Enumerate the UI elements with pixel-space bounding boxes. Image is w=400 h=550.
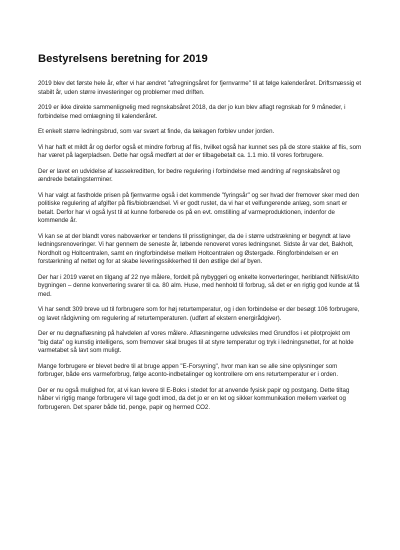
paragraph-4: Vi har haft et mildt år og derfor også et mindre forbrug af flis, hvilket også har kunnet ses på de store stakke af flis, som har været på lagerpladsen. Dette har også medført at der er tilbagebetalt ca. 1.1 mio. til vores forbrugere. <box>38 143 362 159</box>
document-title: Bestyrelsens beretning for 2019 <box>38 53 208 65</box>
paragraph-12: Der er nu også mulighed for, at vi kan levere til E-Boks i stedet for at anvende fysisk papir og postgang. Dette tiltag håber vi rigtig mange forbrugere vil tage godt imod, da det jo er en let og sikker kommunikation mellem værket og forbrugeren. Det sparer både tid, penge, papir og hermed CO2. <box>38 386 350 411</box>
paragraph-7: Vi kan se at der blandt vores naboværker er tendens til prisstigninger, da de i større udstrækning er begyndt at lave ledningsrenoveringer. Vi har gennem de seneste år, løbende renoveret vores ledningsnet. Sidste år var det, Bakholt, Nordholt og Holtcentralen, samt en ringforbindelse mellem Holtcentralen og Østergade. Ringforbindelsen er en forstærkning af nettet og for at skabe leveringssikkerhed til den østlige del af byen. <box>38 232 354 265</box>
paragraph-6: Vi har valgt at fastholde prisen på fjernvarme også i det kommende "fyringsår" og ser hvad der fremover sker med den politiske regulering af afgifter på flis/biobrændsel. Vi er godt rustet, da vi har et velfungerende anlæg, som snart er betalt. Derfor har vi også lyst til at kunne forberede os på en evt. omstilling af varmeproduktionen, indenfor de kommende år. <box>38 191 359 224</box>
paragraph-5: Der er lavet en udvidelse af kassekreditten, for bedre regulering i forbindelse med ændring af regnskabsåret og ændrede betalingsterminer. <box>38 167 340 183</box>
paragraph-1: 2019 blev det første hele år, efter vi har ændret "afregningsåret for fjernvarme" til at følge kalenderåret. Driftsmæssig et stabilt år, uden større investeringer og problemer med driften. <box>38 80 362 96</box>
paragraph-11: Mange forbrugere er blevet bedre til at bruge appen "E-Forsyning", hvor man kan se alle sine oplysninger som forbruger, både ens varmeforbrug, følge aconto-indbetalinger og kontrollere om ens returtemperatur er i orden. <box>38 362 339 378</box>
paragraph-9: Vi har sendt 309 breve ud til forbrugere som for høj returtemperatur, og i den forbindelse er der besøgt 106 forbrugere, og lavet rådgivning om regulering af returtemperaturen. (udført af ekstern energirådgiver). <box>38 306 360 322</box>
paragraph-2: 2019 er ikke direkte sammenlignelig med regnskabsåret 2018, da der jo kun blev aflagt regnskab for 9 måneder, i forbindelse med omlægning til kalenderåret. <box>38 104 346 120</box>
paragraph-3: Et enkelt større ledningsbrud, som var svært at finde, da lækagen forblev under jorden. <box>38 128 275 135</box>
paragraph-10: Der er nu døgnaflæsning på halvdelen af vores målere. Aflæsningerne udveksles med Grundfos i et pilotprojekt om "big data" og kunstig intelligens, som fremover skal bruges til at styre temperatur og tryk i ledningsnettet, for at holde varmetabet så lavt som muligt. <box>38 330 354 354</box>
paragraph-8: Der har i 2019 været en tilgang af 22 nye målere, fordelt på nybyggeri og enkelte konverteringer, heriblandt Nilfisk/Alto bygningen – denne konvertering svarer til ca. 80 alm. Huse, med henhold til forbrug, så det er en rigtig god kunde at få med. <box>38 273 360 298</box>
